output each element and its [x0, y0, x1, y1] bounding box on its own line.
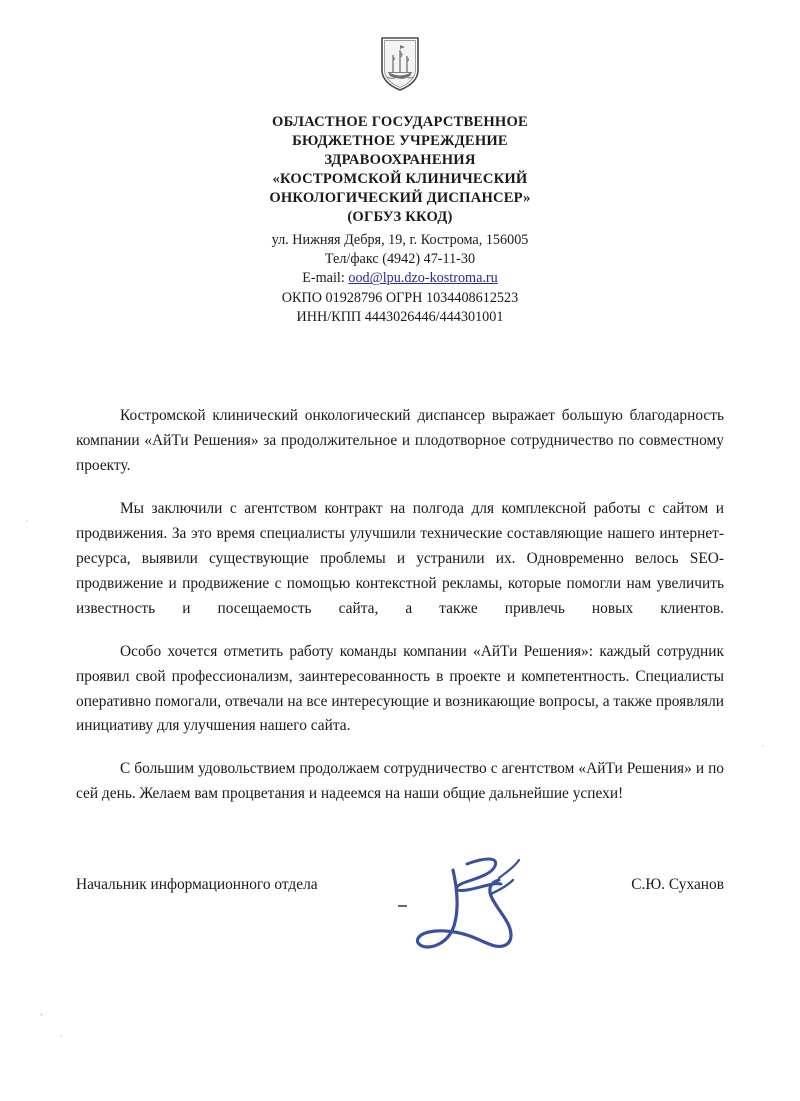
letterhead [0, 113, 800, 327]
scan-speck [60, 1035, 62, 1037]
scan-speck [40, 1013, 43, 1016]
paragraph: Особо хочется отметить работу команды компании «АйТи Решения»: каждый сотрудник проявил свой профессионализм, заинтересованность в проекте и компетентность. Специалисты оперативно помогали, отвечали на все интересующие и возникающие вопросы, а также проявляли инициативу для улучшения нашего сайта. [76, 642, 724, 735]
email-label: E-mail: [302, 270, 345, 287]
signer-position: Начальник информационного отдела [76, 876, 318, 893]
contact-details [0, 231, 800, 328]
organization-line: ЗДРАВООХРАНЕНИЯ [324, 151, 476, 168]
paragraph: Костромской клинический онкологический диспансер выражает большую благодарность компании «АйТи Решения» за продолжительное и плодотворное сотрудничество по совместному проекту. [76, 407, 724, 474]
organization-short-name: (ОГБУЗ ККОД) [347, 208, 453, 225]
organization-line: «КОСТРОМСКОЙ КЛИНИЧЕСКИЙ [272, 170, 528, 187]
scan-speck [762, 745, 764, 747]
coat-of-arms-kostroma-icon [378, 36, 422, 92]
emblem-container [0, 36, 800, 92]
organization-name [0, 113, 800, 227]
organization-line: ОБЛАСТНОЕ ГОСУДАРСТВЕННОЕ [272, 114, 528, 130]
signature-block [76, 876, 724, 894]
email-link[interactable]: ood@lpu.dzo-kostroma.ru [348, 270, 498, 287]
letter-body [76, 404, 724, 807]
handwritten-signature-icon [395, 848, 585, 958]
okpo-ogrn-codes: ОКПО 01928796 ОГРН 1034408612523 [281, 289, 519, 306]
signer-name: С.Ю. Суханов [631, 876, 724, 893]
inn-kpp-codes: ИНН/КПП 4443026446/444301001 [296, 309, 504, 326]
phone-fax: Тел/факс (4942) 47-11-30 [324, 251, 476, 268]
postal-address: ул. Нижняя Дебря, 19, г. Кострома, 156005 [271, 231, 529, 248]
scan-artifact-dash [398, 905, 407, 907]
paragraph: Мы заключили с агентством контракт на полгода для комплексной работы с сайтом и продвижения. За это время специалисты улучшили технические составляющие нашего интернет-ресурса, выявили существующие проблемы и устранили их. Одновременно велось SEO-продвижение и продвижение с помощью контекстной рекламы, которые помогли нам увеличить известность и посещаемость сайта, а также привлечь новых клиентов. [76, 499, 724, 617]
paragraph: С большим удовольствием продолжаем сотрудничество с агентством «АйТи Решения» и по сей день. Желаем вам процветания и надеемся на наши общие дальнейшие успехи! [76, 760, 724, 803]
email-row [0, 269, 800, 288]
organization-line: ОНКОЛОГИЧЕСКИЙ ДИСПАНСЕР» [269, 189, 531, 206]
scan-speck [26, 520, 28, 522]
organization-line: БЮДЖЕТНОЕ УЧРЕЖДЕНИЕ [292, 132, 508, 149]
